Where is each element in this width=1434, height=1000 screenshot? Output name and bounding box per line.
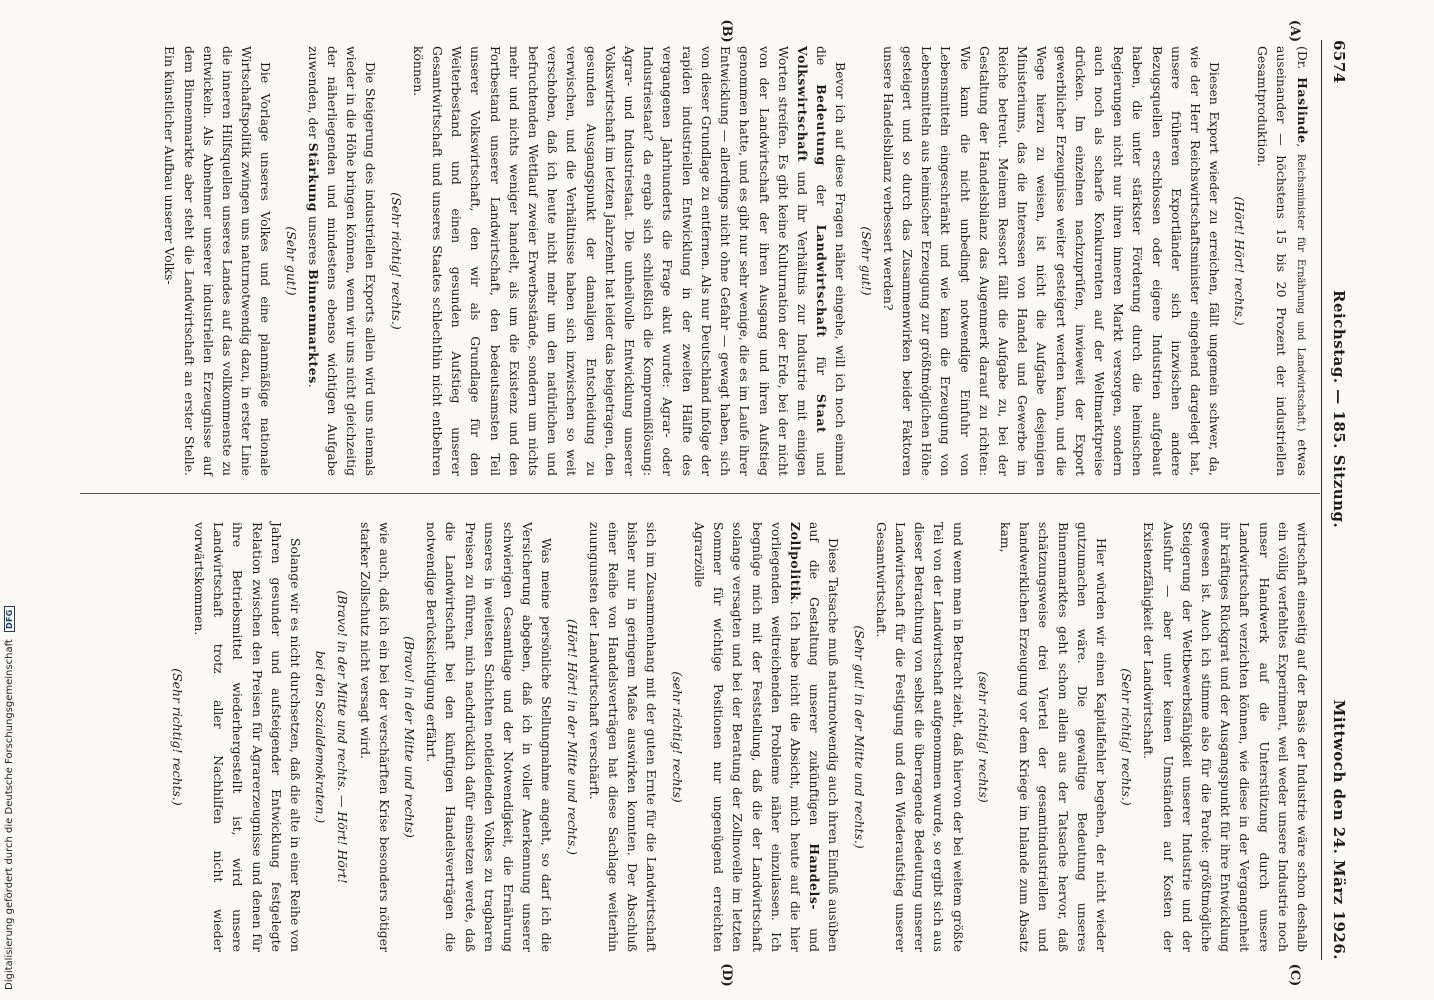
interjection: (Bravo! in der Mitte und rechts) [402, 636, 418, 838]
right-column [162, 522, 1312, 952]
left-column [158, 46, 1312, 476]
paragraph [1252, 46, 1312, 476]
interjection: bei den Sozialdemokraten.) [313, 650, 329, 824]
emphasis: Binnenmarktes [305, 269, 321, 384]
interjection: (sehr richtig! rechts) [975, 671, 991, 803]
dfg-logo: DFG [4, 606, 15, 632]
column-divider [80, 493, 1320, 494]
paragraph: sich im Zusammenhang mit der guten Ernte für die Landwirtschaft bisher nur in geringem Maße auswirken konnten. Der Abschluß einer Reihe von Handelsverträgen hat diese Sachlage weiterhin zuungunsten der Landwirtschaft verschärft. [586, 522, 660, 952]
interjection: (Bravo! in der Mitte und rechts. — Hört! Hört! [335, 590, 351, 884]
text-run: der [814, 165, 830, 225]
interjection: (Sehr richtig! rechts.) [1119, 668, 1135, 806]
header-rule [1321, 40, 1322, 960]
paragraph: wirtschaft einseitig auf der Basis der Industrie wäre schon deshalb ein völlig verfehltes Experiment, weil weder unsere Industrie noch unser Handwerk auf die Unterstützung durch unsere Landwirtschaft verzichten können, wie diese in der Vergangenheit ihr kräftiges Rückgrat und der Ausgangspunkt für ihre Entwicklung gewesen ist. Auch ich stimme also für die Parole: größtmögliche Steigerung der Wettbewerbsfähigkeit unserer Industrie und der Ausfuhr — aber unter keinen Umständen auf Kosten der Existenzfähigkeit der Landwirtschaft. [1141, 522, 1310, 952]
interjection: (Hört! Hört! in der Mitte und rechts.) [564, 618, 580, 855]
interjection: (Sehr gut!) [858, 226, 874, 296]
text-run: und [814, 433, 830, 476]
credit-text: Digitalisierung gefördert durch die Deutsche Forschungsgemeinschaft [4, 639, 15, 990]
header-title: Reichstag. — 185. Sitzung. [1330, 290, 1348, 529]
text-run: und ihr Verhältnis zur Industrie mit einigen Worten streifen. Es gibt keine Kulturnation der Erde, bei der nicht von der Landwirtschaft der ihren Ausgang und ihren Aufstieg genommen hatte, und es gibt nur sehr wenige, die es im Laufe ihrer Entwicklung — allerdings nicht ohne Gefahr — gewagt haben, sich von dieser Grundlage zu entfernen. Als nur Deutschland infolge der rapiden industriellen Entwicklung in der zweiten Hälfte des vergangenen Jahrhunderts die Frage akut wurde: Agrar- oder Industriestaat? da ergab sich schließlich die Kompromißlösung: Agrar- und Industriestaat. Die unheilvolle Entwicklung unserer Volkswirtschaft im letzten Jahrzehnt hat leider das beigetragen, den gesunden Ausgangspunkt der damaligen Entscheidung zu verwischen, und die Verhältnisse haben sich inzwischen so weit verschoben, daß ich heute nicht mehr um den natürlichen und befruchtenden Wettlauf zweier Erwerbsstände, sondern um nichts mehr und nichts weniger handelt, als um die Existenz und den Fortbestand unserer Landwirtschaft, den bedeutsamsten Teil unserer Volkswirtschaft, den wir als Grundlage für den Weiterbestand und einen gesunden Aufstieg unserer Gesamtwirtschaft und unseres Staates schlechthin nicht entbehren können. [410, 46, 810, 476]
text-run: unseres [305, 211, 321, 270]
speaker-prefix: (Dr. [1295, 46, 1310, 78]
text-run: für [814, 337, 830, 394]
header-date: Mittwoch den 24. März 1926. [1330, 699, 1348, 960]
margin-marker-c: (C) [1287, 963, 1302, 987]
text-run: Die Steigerung des industriellen Exports allein wird uns niemals wieder in die Höhe bringen können, wenn wir uns nicht gleichzeitig der näherliegenden und mindestens ebenso wichtigen Aufgabe zuwenden, der [305, 46, 379, 476]
text-run: und [807, 910, 823, 952]
text-run: Bevor ich auf diese Fragen näher eingehe, will ich noch einmal die [814, 46, 849, 476]
paragraph: Hier würden wir einen Kapitalfehler begehen, der nicht wieder gutzumachen wäre. Die gewaltige Bedeutung unseres Binnenmarktes geht schon allein aus der Tatsache hervor, daß schätzungsweise drei Viertel der gesamtindustriellen und handwerklichen Erzeugung vor dem Kriege im Inlande zum Absatz kam, [997, 522, 1109, 952]
paragraph: Solange wir es nicht durchsetzen, daß die alte in einer Reihe von Jahren gesunder und aufsteigender Entwicklung festgelegte Relation zwischen den Preisen für Agrarerzeugnisse und denen für ihre Betriebsmittel wiederhergestellt ist, wird unsere Landwirtschaft trotz aller Nachhilfen nicht wieder vorwärtskommen. [192, 522, 304, 952]
interjection: (Sehr gut! in der Mitte und rechts.) [851, 625, 867, 849]
margin-marker-d: (D) [719, 963, 734, 987]
paragraph [409, 46, 851, 476]
interjection: (Hört! Hört! rechts.) [1232, 196, 1248, 326]
paragraph: wie auch, daß ich ein bei der verschärften Krise besonders nötiger starker Zollschutz nicht versagt wird. [357, 522, 392, 952]
speaker-name: Haslinde [1295, 77, 1310, 144]
margin-marker-a: (A) [1287, 19, 1302, 43]
paragraph: Diesen Export wieder zu erreichen, fällt ungemein schwer, da, wie der Herr Reichswirtschaftsminister eingehend dargelegt hat, unsere früheren Exportländer sich inzwischen andere Bezugsquellen erschlossen oder eigene Industrien aufgebaut haben, die unter stärkster Förderung durch die heimischen Regierungen nicht nur ihren inneren Markt versorgen, sondern auch noch als scharfe Konkurrenten auf der Weltmarktpreise drücken. Im einzelnen nachzuprüfen, inwieweit der Export gewerblicher Erzeugnisse weiter gesteigert werden kann, und die Wege hierzu zu weisen, ist nicht die Aufgabe desjenigen Ministeriums, das die Interessen von Handel und Gewerbe im Reiche betreut. Meinem Ressort fällt die Aufgabe zu, bei der Gestaltung der Handelsbilanz das Augenmerk darauf zu richten: Wie kann die nicht unbedingt notwendige Einfuhr von Lebensmitteln eingeschränkt und wie kann die Erzeugung von Lebensmitteln aus heimischer Erzeugung zur größtmöglichen Höhe gesteigert und so durch das Zusammenwirken beider Faktoren unsere Handelsbilanz verbessert werden? [880, 46, 1223, 476]
interjection: (Sehr gut!) [283, 226, 299, 296]
text-run: . [305, 383, 321, 388]
paragraph: Die Vorlage unseres Volkes und eine planmäßige nationale Wirtschaftspolitik zwingen uns naturnotwendig dazu, in erster Linie die inneren Hilfsquellen unseres Landes auf das vollkommenste zu entwickeln. Als Abnehmer unserer industriellen Erzeugnisse auf dem Binnenmarkte aber steht die Landwirtschaft an erster Stelle. Ein künstlicher Aufbau unserer Volks- [162, 46, 274, 476]
paragraph [690, 522, 844, 952]
paragraph [304, 46, 381, 476]
digitization-credit [4, 0, 20, 1000]
emphasis: Bedeutung [814, 84, 830, 166]
page-header [1318, 20, 1348, 980]
text-run: . Ich habe nicht die Absicht, mich heute auf die hier vorliegenden weitreichenden Probleme näher einzulassen. Ich begnüge mich mit der Feststellung, daß die der Landwirtschaft solange versagten und bei der Beratung der Zollnovelle im letzten Sommer für wichtige Positionen nur ungenügend erreichten Agrarzölle [691, 522, 803, 952]
interjection: (Sehr richtig! rechts.) [388, 192, 404, 330]
paragraph: und wenn man in Betracht zieht, daß hiervon der bei weitem größte Teil von der Landwirtschaft aufgenommen wurde, so ergibt sich aus dieser Betrachtung von selbst die überragende Bedeutung unserer Landwirtschaft für die Festigung und den Wiederaufstieg unserer Gesamtwirtschaft. [873, 522, 966, 952]
emphasis: Handels- [807, 843, 823, 911]
text-run: Diese Tatsache muß naturnotwendig auch ihren Einfluß ausüben auf die Gestaltung unserer zukünftigen [807, 522, 842, 952]
emphasis: Landwirtschaft [814, 224, 830, 338]
speaker-title: , Reichsminister für Ernährung und Landwirtschaft.) [1295, 143, 1306, 432]
emphasis: Volkswirtschaft [794, 46, 810, 163]
paragraph-text: etwas auseinander — höchstens 15 bis 20 Prozent der industriellen Gesamtproduktion. [1254, 46, 1310, 476]
margin-marker-b: (B) [719, 19, 734, 43]
paragraph: Was meine persönliche Stellungnahme angeht, so darf ich die Versicherung abgeben, daß ich in voller Anerkennung unserer schwierigen Gesamtlage und der Notwendigkeit, die Ernährung unseres in weitesten Schichten notleidenden Volkes zu tragbaren Preisen zu führen, mich nachdrücklich dafür einsetzen werde, daß die Landwirtschaft bei den künftigen Handelsverträgen die notwendige Berücksichtigung erfährt. [424, 522, 555, 952]
page-number: 6574 [1330, 40, 1348, 84]
emphasis: Stärkung [305, 142, 321, 212]
emphasis: Staat [814, 393, 830, 434]
interjection: (Sehr richtig! rechts.) [169, 668, 185, 806]
emphasis: Zollpolitik [787, 522, 803, 601]
interjection: (sehr richtig! rechts) [669, 671, 685, 803]
